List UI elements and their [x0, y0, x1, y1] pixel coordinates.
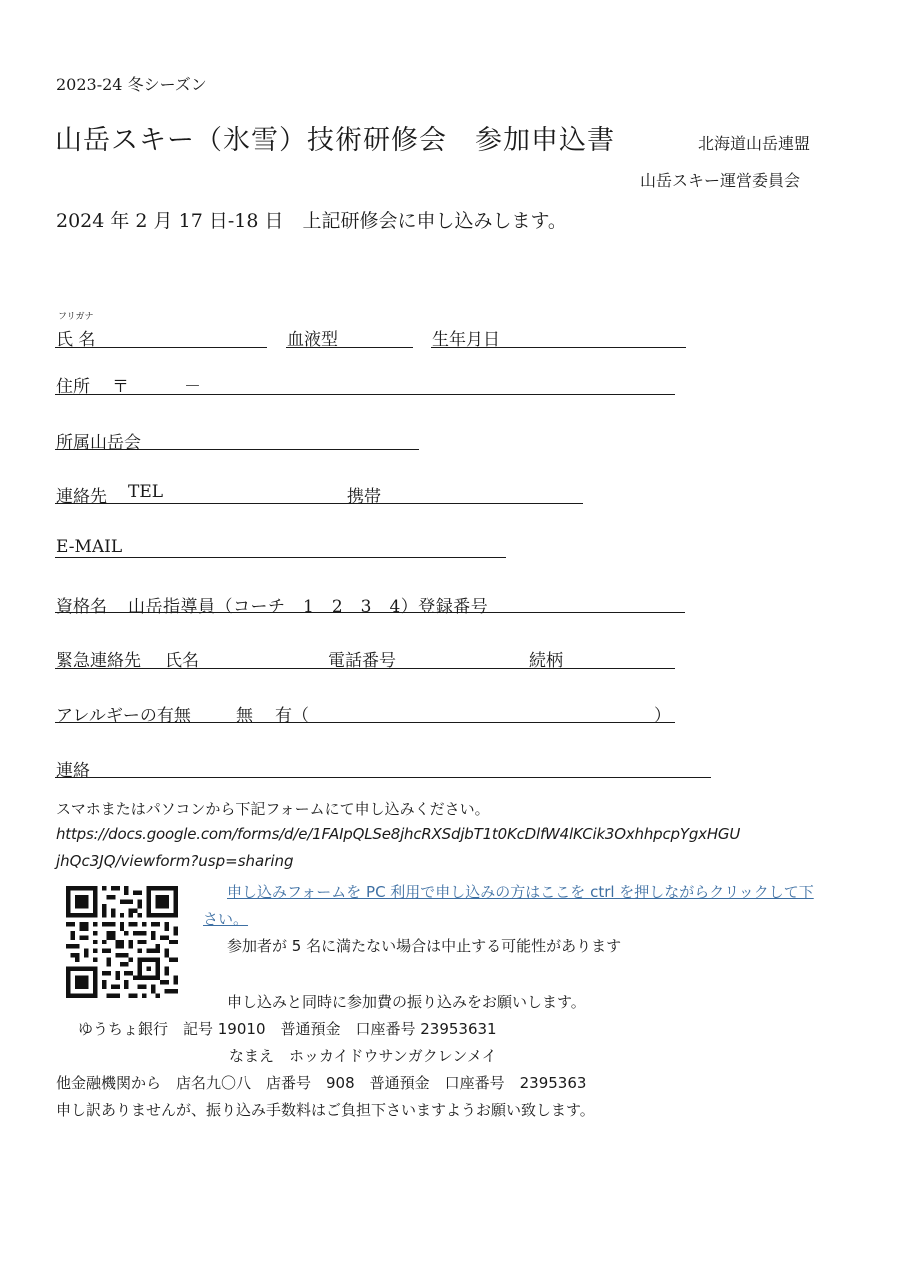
address-field[interactable]	[55, 394, 675, 395]
form-link-line2[interactable]: さい。	[203, 910, 249, 928]
emergency-name-label: 氏名	[165, 651, 199, 671]
page-title: 山岳スキー（氷雪）技術研修会 参加申込書	[55, 125, 615, 156]
bank-account-line: ゆうちょ銀行 記号 19010 普通預金 口座番号 23953631	[78, 1020, 497, 1038]
affiliation-field[interactable]	[55, 449, 419, 450]
qr-code[interactable]	[66, 886, 178, 998]
contact-label: 連絡先	[56, 487, 107, 507]
qualification-field[interactable]	[55, 612, 685, 613]
other-banks-line: 他金融機関から 店名九〇八 店番号 908 普通預金 口座番号 2395363	[56, 1074, 587, 1092]
blood-type-label: 血液型	[287, 330, 338, 350]
emergency-contact-field[interactable]	[55, 668, 675, 669]
notes-label: 連絡	[56, 761, 90, 781]
qualification-label: 資格名	[56, 597, 107, 617]
minimum-participants-note: 参加者が 5 名に満たない場合は中止する可能性があります	[227, 937, 622, 955]
notes-field[interactable]	[55, 777, 711, 778]
name-field[interactable]	[55, 347, 267, 348]
postal-dash: －	[184, 377, 201, 397]
blood-type-field[interactable]	[286, 347, 413, 348]
birthdate-label: 生年月日	[432, 330, 500, 350]
season-label: 2023-24 冬シーズン	[56, 75, 207, 94]
allergy-yes-option[interactable]: 有（	[275, 706, 309, 726]
contact-field[interactable]	[55, 503, 583, 504]
allergy-field[interactable]	[55, 722, 675, 723]
postal-mark: 〒	[112, 377, 129, 397]
date-statement: 2024 年 2 月 17 日-18 日 上記研修会に申し込みします。	[56, 210, 567, 232]
emergency-relation-label: 続柄	[529, 651, 563, 671]
qualification-detail: 山岳指導員（コーチ 1 2 3 4）登録番号	[128, 597, 489, 617]
address-label: 住所	[56, 377, 90, 397]
birthdate-field[interactable]	[431, 347, 686, 348]
email-field[interactable]	[55, 557, 506, 558]
committee-name: 山岳スキー運営委員会	[640, 171, 801, 190]
apply-instruction: スマホまたはパソコンから下記フォームにて申し込みください。	[56, 800, 490, 818]
tel-label: TEL	[128, 482, 164, 502]
transfer-fee-note: 申し訳ありませんが、振り込み手数料はご負担下さいますようお願い致します。	[56, 1101, 595, 1119]
organization-name: 北海道山岳連盟	[698, 134, 811, 153]
form-url-line1[interactable]: https://docs.google.com/forms/d/e/1FAIpQLSe8jhcRXSdjbT1t0KcDlfW4lKCik3OxhhpcpYgxHGU	[56, 825, 741, 843]
furigana-label: フリガナ	[58, 312, 94, 322]
emergency-contact-label: 緊急連絡先	[56, 651, 141, 671]
allergy-label: アレルギーの有無	[56, 706, 191, 726]
name-label: 氏 名	[56, 330, 96, 350]
form-link-line1[interactable]: 申し込みフォームを PC 利用で申し込みの方はここを ctrl を押しながらクリックして下	[227, 883, 814, 901]
account-name-line: なまえ ホッカイドウサンガクレンメイ	[229, 1047, 497, 1065]
email-label: E-MAIL	[56, 537, 123, 557]
payment-note: 申し込みと同時に参加費の振り込みをお願いします。	[227, 993, 586, 1011]
form-url-line2[interactable]: jhQc3JQ/viewform?usp=sharing	[56, 852, 294, 870]
emergency-phone-label: 電話番号	[328, 651, 396, 671]
mobile-label: 携帯	[347, 487, 381, 507]
affiliation-label: 所属山岳会	[56, 433, 141, 453]
allergy-close-paren: ）	[654, 706, 671, 726]
allergy-none-option[interactable]: 無	[236, 706, 253, 726]
